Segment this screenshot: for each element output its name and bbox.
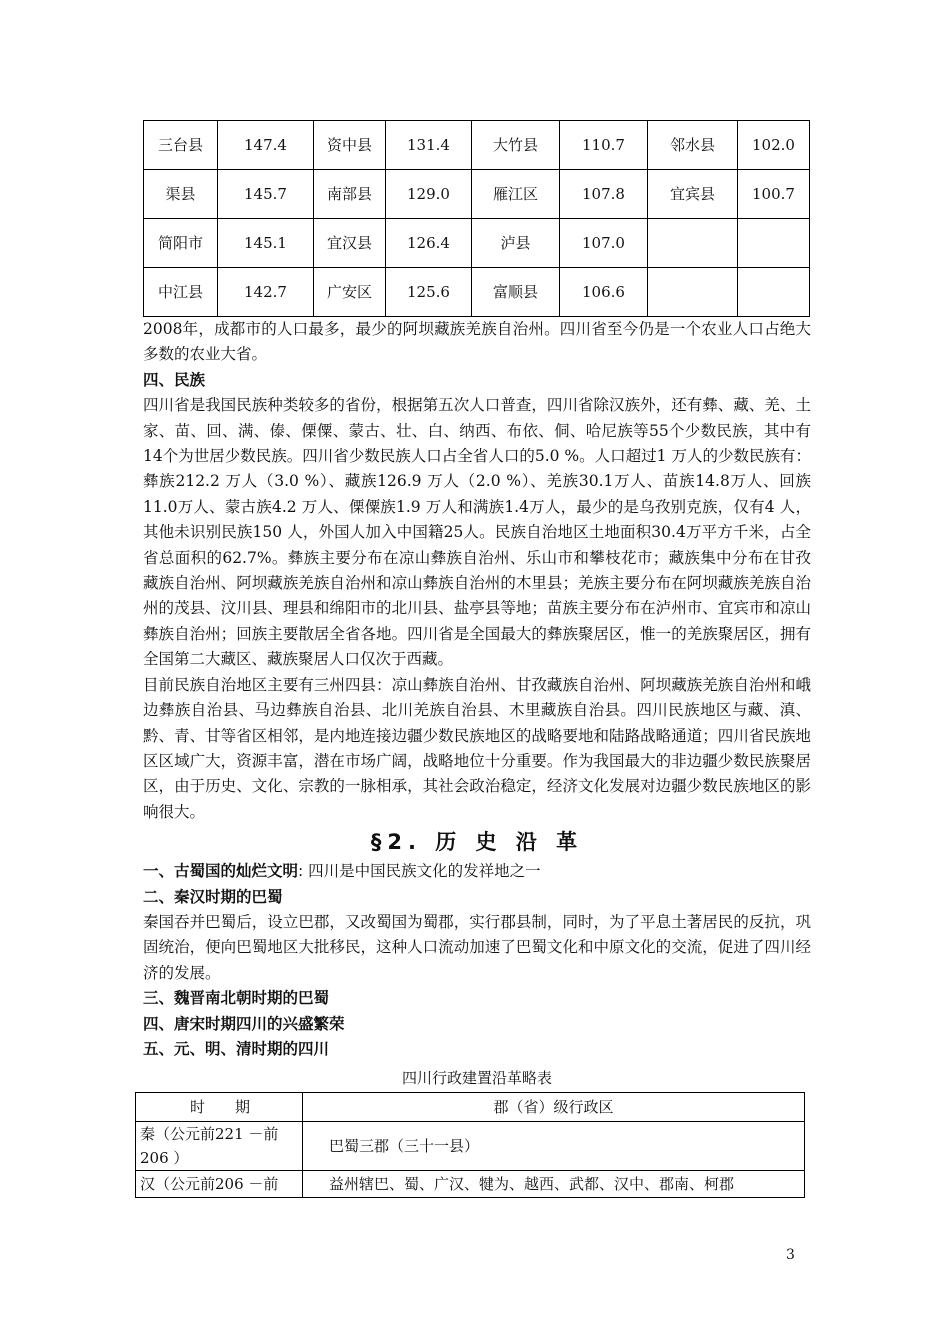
history-table-header xyxy=(136,1093,805,1122)
population-value-cell: 147.4 xyxy=(218,121,314,170)
county-name-cell: 中江县 xyxy=(144,268,218,317)
county-name-cell xyxy=(648,268,738,317)
heading-ethnic: 四、民族 xyxy=(143,370,206,389)
page-number: 3 xyxy=(786,1247,795,1263)
county-name-cell: 富顺县 xyxy=(472,268,560,317)
table-row xyxy=(144,121,810,170)
section-title: §2. 历 史 沿 革 xyxy=(370,830,584,855)
county-name-cell: 宜宾县 xyxy=(648,170,738,219)
table-row xyxy=(136,1122,805,1171)
heading-ancient-shu-rest: : 四川是中国民族文化的发祥地之一 xyxy=(298,862,541,881)
county-name-cell: 南部县 xyxy=(314,170,386,219)
population-paragraph: 2008年，成都市的人口最多，最少的阿坝藏族羌族自治州。四川省至今仍是一个农业人口占绝大多数的农业大省。 xyxy=(143,320,811,364)
population-value-cell: 106.6 xyxy=(560,268,648,317)
heading-wei-jin: 三、魏晋南北朝时期的巴蜀 xyxy=(143,989,330,1008)
county-name-cell xyxy=(648,219,738,268)
county-name-cell: 泸县 xyxy=(472,219,560,268)
county-name-cell: 大竹县 xyxy=(472,121,560,170)
population-value-cell: 107.0 xyxy=(560,219,648,268)
table-row xyxy=(144,170,810,219)
county-name-cell: 三台县 xyxy=(144,121,218,170)
population-value-cell: 100.7 xyxy=(738,170,810,219)
table-row xyxy=(144,219,810,268)
population-value-cell: 142.7 xyxy=(218,268,314,317)
population-value-cell xyxy=(738,219,810,268)
header-region: 郡（省）级行政区 xyxy=(303,1093,805,1122)
region-cell: 益州辖巴、蜀、广汉、犍为、越西、武都、汉中、郡南、柯郡 xyxy=(303,1171,805,1198)
heading-tang-song: 四、唐宋时期四川的兴盛繁荣 xyxy=(143,1014,345,1033)
document-page xyxy=(140,120,811,1198)
population-value-cell xyxy=(738,268,810,317)
table-row xyxy=(136,1171,805,1198)
population-value-cell: 107.8 xyxy=(560,170,648,219)
county-name-cell: 宜汉县 xyxy=(314,219,386,268)
heading-ancient-shu-label: 一、古蜀国的灿烂文明 xyxy=(143,862,299,881)
population-value-cell: 145.1 xyxy=(218,219,314,268)
population-value-cell: 129.0 xyxy=(386,170,472,219)
heading-qin-han: 二、秦汉时期的巴蜀 xyxy=(143,887,283,906)
header-period: 时 期 xyxy=(136,1093,303,1122)
population-value-cell: 125.6 xyxy=(386,268,472,317)
county-name-cell: 渠县 xyxy=(144,170,218,219)
heading-yuan-ming-qing: 五、元、明、清时期的四川 xyxy=(143,1039,330,1058)
heading-ancient-shu xyxy=(143,859,811,884)
county-name-cell: 简阳市 xyxy=(144,219,218,268)
region-cell: 巴蜀三郡（三十一县） xyxy=(303,1122,805,1171)
population-value-cell: 126.4 xyxy=(386,219,472,268)
county-name-cell: 广安区 xyxy=(314,268,386,317)
county-name-cell: 资中县 xyxy=(314,121,386,170)
history-table xyxy=(135,1092,805,1198)
ethnic-paragraph-2: 目前民族自治地区主要有三州四县：凉山彝族自治州、甘孜藏族自治州、阿坝藏族羌族自治州和峨边彝族自治县、马边彝族自治县、北川羌族自治县、木里藏族自治县。四川民族地区与藏、滇、黔、青、甘等省区相邻，是内地连接边疆少数民族地区的战略要地和陆路战略通道；四川省民族地区区域广大，资源丰富，潜在市场广阔，战略地位十分重要。作为我国最大的非边疆少数民族聚居区，由于历史、文化、宗教的一脉相承，其社会政治稳定，经济文化发展对边疆少数民族地区的影响很大。 xyxy=(143,675,811,821)
qin-han-paragraph: 秦国吞并巴蜀后，设立巴郡，又改蜀国为蜀郡，实行郡县制，同时，为了平息土著居民的反抗，巩固统治，便向巴蜀地区大批移民，这种人口流动加速了巴蜀文化和中原文化的交流，促进了四川经济的发展。 xyxy=(143,912,811,982)
county-name-cell: 邻水县 xyxy=(648,121,738,170)
ethnic-paragraph-1: 四川省是我国民族种类较多的省份，根据第五次人口普查，四川省除汉族外，还有彝、藏、羌、土家、苗、回、满、傣、傈僳、蒙古、壮、白、纳西、布依、侗、哈尼族等55个少数民族，其中有14个为世居少数民族。四川省少数民族人口占全省人口的5.0 %。人口超过1 万人的少数民族有：彝族212.2 万人（3.0 %）、藏族126.9 万人（2.0 %）、羌族30.1万人、苗族14.8万人、回族11.0万人、蒙古族4.2 万人、傈僳族1.9 万人和满族1.4万人，最少的是乌孜别克族，仅有4 人，其他未识别民族150 人，外国人加入中国籍25人。民族自治地区土地面积30.4万平方千米，占全省总面积的62.7%。彝族主要分布在凉山彝族自治州、乐山市和攀枝花市；藏族集中分布在甘孜藏族自治州、阿坝藏族羌族自治州和凉山彝族自治州的木里县；羌族主要分布在阿坝藏族羌族自治州的茂县、汶川县、理县和绵阳市的北川县、盐亭县等地；苗族主要分布在泸州市、宜宾市和凉山彝族自治州；回族主要散居全省各地。四川省是全国最大的彝族聚居区，惟一的羌族聚居区，拥有全国第二大藏区、藏族聚居人口仅次于西藏。 xyxy=(143,396,811,669)
population-value-cell: 131.4 xyxy=(386,121,472,170)
population-value-cell: 110.7 xyxy=(560,121,648,170)
period-cell: 汉（公元前206 －前 xyxy=(136,1171,303,1198)
population-table xyxy=(143,120,810,317)
county-name-cell: 雁江区 xyxy=(472,170,560,219)
table-row xyxy=(144,268,810,317)
history-table-caption: 四川行政建置沿革略表 xyxy=(401,1069,552,1088)
period-cell: 秦（公元前221 －前 206 ） xyxy=(136,1122,303,1171)
population-value-cell: 145.7 xyxy=(218,170,314,219)
population-value-cell: 102.0 xyxy=(738,121,810,170)
